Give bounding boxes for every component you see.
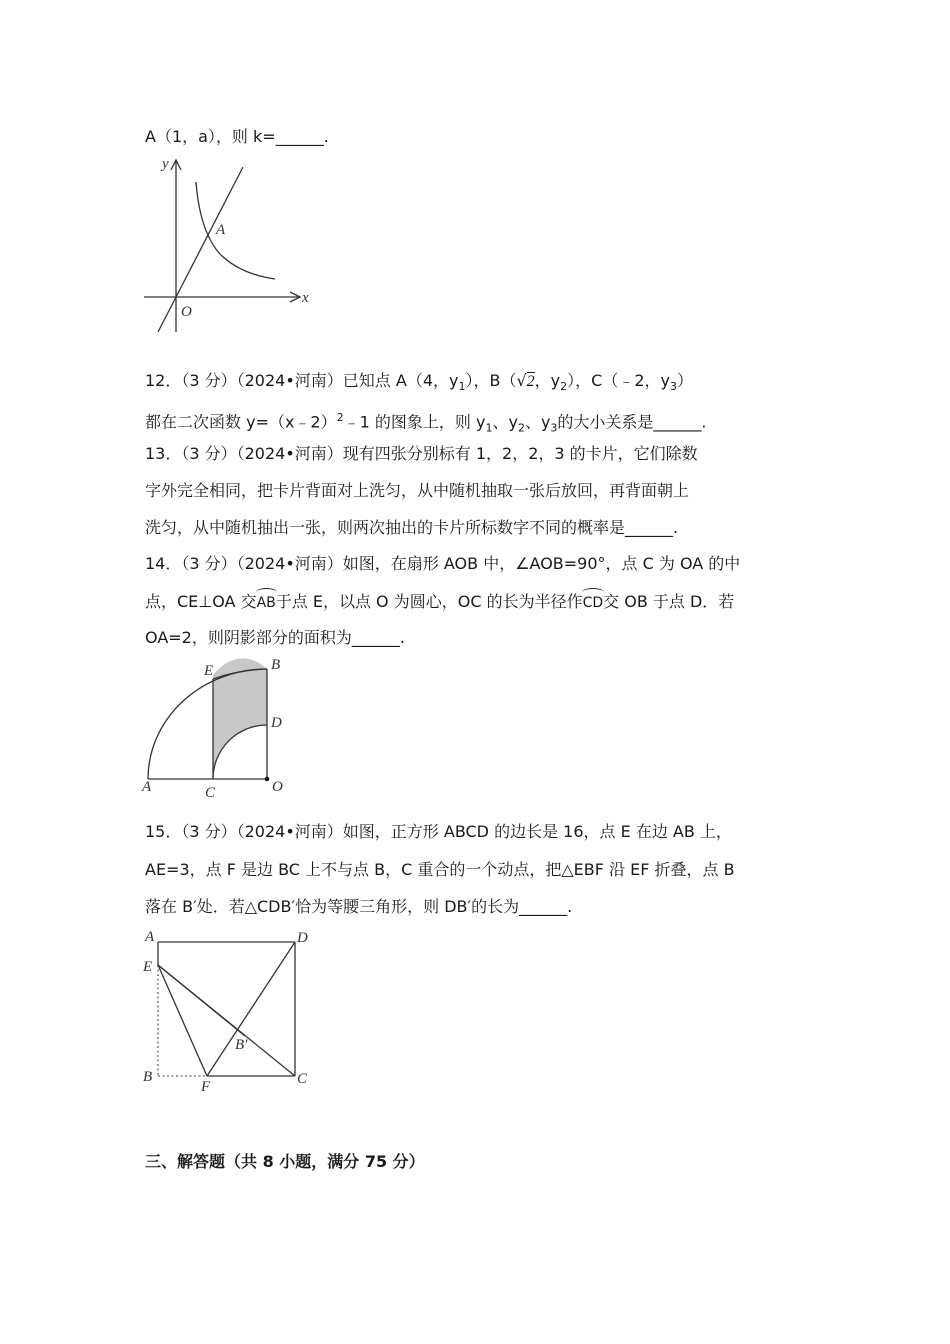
q14-part: 点，CE⊥OA 交 [145,592,257,611]
q12-line-2 [145,408,707,439]
q11-label-a: A [216,222,226,238]
q14-label-c: C [205,785,216,801]
q11-text: A（1，a），则 k=______. [145,127,329,146]
q12-part: ） [676,371,693,390]
q15-figure [140,925,315,1095]
q14-line-2 [145,591,734,613]
q14-label-b: B [271,657,281,673]
arc-ab: AB [257,591,276,613]
q11-figure [140,152,320,337]
section-3-heading: 三、解答题（共 8 小题，满分 75 分） [145,1152,425,1171]
q12-part: 的大小关系是______. [557,412,707,432]
q13-line-3: 洗匀，从中随机抽出一张，则两次抽出的卡片所标数字不同的概率是______. [145,518,679,537]
q11-label-o: O [181,304,192,320]
q14-line-3: OA=2，则阴影部分的面积为______. [145,628,405,647]
q15-label-bprime: B′ [235,1037,248,1053]
arc-cd: CD [583,591,604,613]
q12-line-1 [145,371,693,397]
q12-sub: 2 [517,421,525,435]
q12-part: 12．（3 分）（2024•河南）已知点 A（4，y [145,371,459,390]
q13-line-2: 字外完全相同，把卡片背面对上洗匀，从中随机抽取一张后放回，再背面朝上 [145,481,690,500]
q14-part: 交 OB 于点 D．若 [603,592,735,611]
q12-sub: 1 [458,380,466,394]
q12-part: 、y [492,412,518,432]
q14-label-o: O [272,779,283,795]
q12-part: ，y [534,371,561,390]
q15-line-3: 落在 B′处．若△CDB′恰为等腰三角形，则 DB′的长为______. [145,897,573,916]
q12-sqrt-num: 2 [526,373,535,390]
q15-label-f: F [201,1079,211,1095]
q15-line-2: AE=3，点 F 是边 BC 上不与点 B，C 重合的一个动点，把△EBF 沿 EF 折叠，点 B [145,860,735,879]
q12-part: ），B（ [465,371,517,390]
q15-label-a: A [145,929,155,945]
q12-sub: 2 [560,380,568,394]
q14-part: 于点 E，以点 O 为圆心，OC 的长为半径作 [275,592,583,611]
q14-figure [140,655,300,803]
q14-label-e: E [204,663,214,679]
q15-label-d: D [297,930,308,946]
q12-part: ），C（﹣2，y [567,371,670,390]
q12-sub: 3 [669,380,677,394]
q12-part: 都在二次函数 y=（x﹣2） [145,412,337,432]
q15-label-b: B [143,1069,153,1085]
q11-label-y: y [162,156,169,172]
q14-line-1: 14．（3 分）（2024•河南）如图，在扇形 AOB 中，∠AOB=90°，点 C 为 OA 的中 [145,554,741,573]
q15-label-c: C [297,1071,308,1087]
sqrt-symbol: √ [516,371,527,390]
q11-label-x: x [302,290,309,306]
q14-label-d: D [271,715,282,731]
q12-part: 、y [524,412,551,432]
q15-line-1: 15．（3 分）（2024•河南）如图，正方形 ABCD 的边长是 16，点 E 在边 AB 上， [145,822,732,841]
q12-part: ﹣1 的图象上，则 y [343,412,486,432]
q12-sub: 3 [550,421,558,435]
q12-sup: 2 [336,411,344,424]
q13-line-1: 13．（3 分）（2024•河南）现有四张分别标有 1，2，2，3 的卡片，它们除数 [145,444,698,463]
q15-label-e: E [143,959,153,975]
q14-label-a: A [142,779,152,795]
q12-sub: 1 [485,421,493,435]
